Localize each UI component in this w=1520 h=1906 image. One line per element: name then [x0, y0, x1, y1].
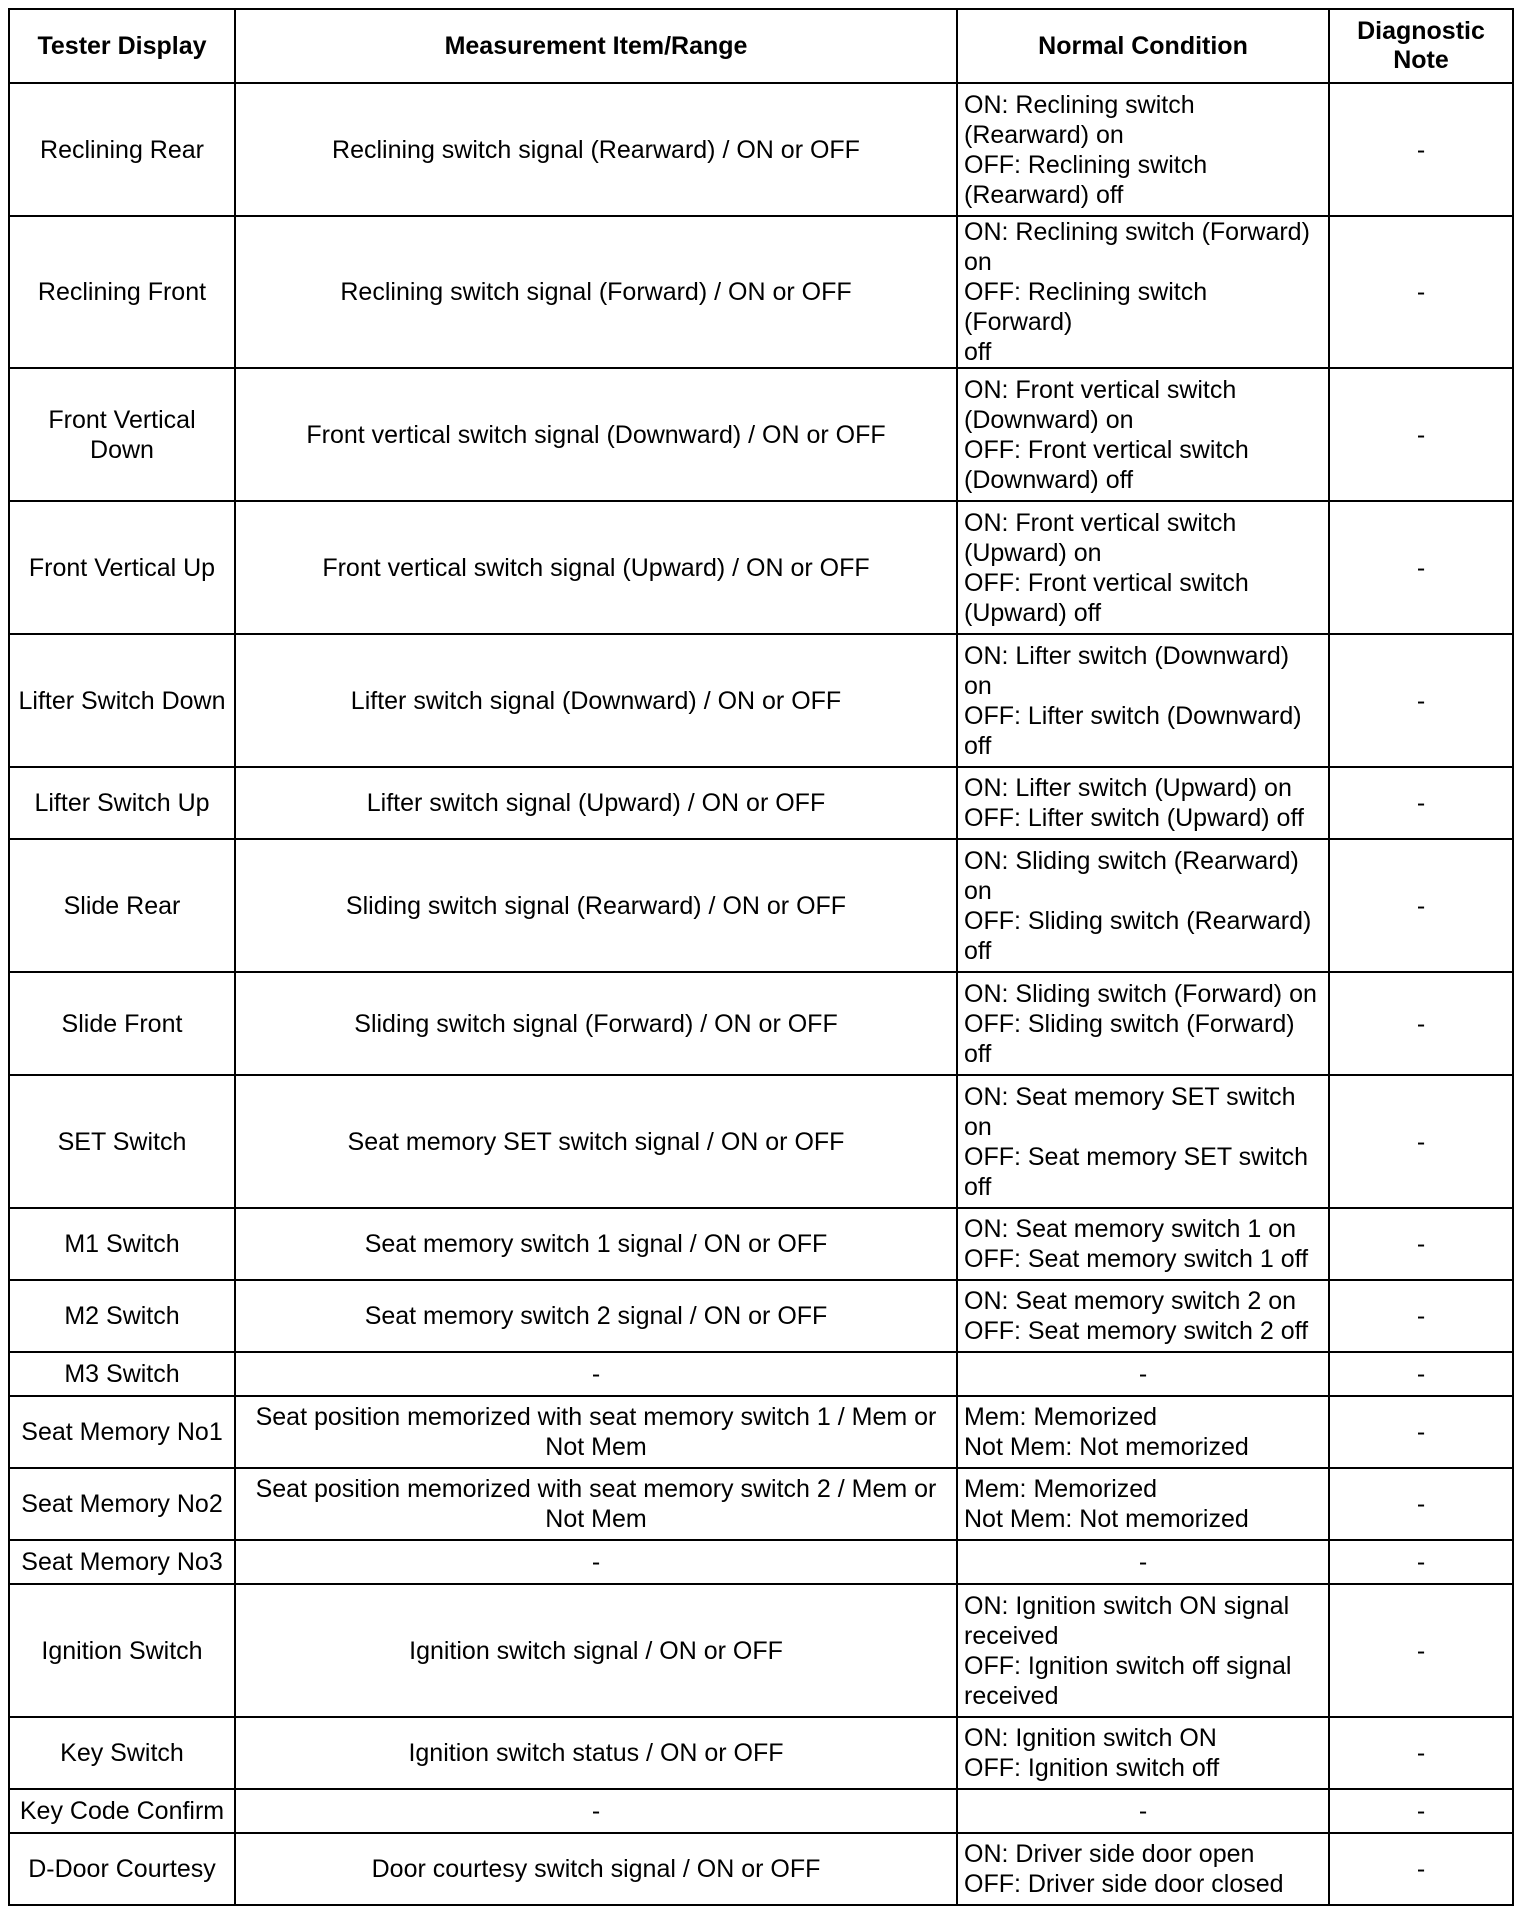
normal-condition-text: off	[964, 338, 992, 366]
measurement-text: Seat memory switch 2 signal / ON or OFF	[364, 1302, 828, 1330]
table-row	[9, 767, 1513, 839]
tester-display-text: M1 Switch	[64, 1230, 180, 1258]
cell-normal-condition	[957, 634, 1329, 767]
cell-diagnostic-note: -	[1329, 767, 1513, 839]
table-row	[9, 1075, 1513, 1208]
tester-display-text: Slide Rear	[63, 891, 181, 920]
cell-diagnostic-note: -	[1329, 368, 1513, 501]
normal-condition-text: ON: Front vertical switch	[964, 375, 1237, 404]
cell-measurement-item	[235, 1584, 957, 1717]
cell-diagnostic-note: -	[1329, 83, 1513, 216]
normal-condition-text: (Upward) on	[964, 538, 1102, 567]
normal-condition-text: OFF: Seat memory switch 1 off	[964, 1245, 1309, 1273]
normal-condition-text: ON: Reclining switch	[964, 90, 1195, 119]
table-row	[9, 1540, 1513, 1584]
measurement-text: Sliding switch signal (Rearward) / ON or OFF	[345, 891, 847, 920]
normal-condition-text: on	[964, 876, 992, 905]
header-measurement-item: Measurement Item/Range	[235, 9, 957, 83]
cell-normal-condition	[957, 972, 1329, 1075]
cell-normal-condition	[957, 839, 1329, 972]
normal-condition-text: off	[964, 936, 992, 965]
cell-diagnostic-note: -	[1329, 1280, 1513, 1352]
table-row	[9, 216, 1513, 368]
cell-diagnostic-note: -	[1329, 1075, 1513, 1208]
cell-measurement-item	[235, 1540, 957, 1584]
cell-diagnostic-note: -	[1329, 1396, 1513, 1468]
tester-display-text: Seat Memory No3	[21, 1548, 223, 1576]
table-row	[9, 972, 1513, 1075]
cell-normal-condition	[957, 83, 1329, 216]
header-diagnostic-note	[1329, 9, 1513, 83]
cell-tester-display	[9, 1280, 235, 1352]
cell-diagnostic-note: -	[1329, 634, 1513, 767]
tester-display-text: Lifter Switch Up	[34, 789, 210, 817]
cell-measurement-item	[235, 1075, 957, 1208]
measurement-text: -	[591, 1797, 601, 1825]
cell-normal-condition: -	[957, 1789, 1329, 1833]
cell-measurement-item	[235, 368, 957, 501]
table-body	[9, 83, 1513, 1905]
tester-display-text: Ignition Switch	[41, 1636, 203, 1665]
normal-condition-text: ON: Ignition switch ON	[964, 1724, 1217, 1752]
cell-normal-condition	[957, 1396, 1329, 1468]
cell-diagnostic-note: -	[1329, 1352, 1513, 1396]
measurement-text: Reclining switch signal (Rearward) / ON or OFF	[332, 135, 860, 164]
normal-condition-text: ON: Seat memory switch 2 on	[964, 1287, 1297, 1315]
cell-measurement-item	[235, 501, 957, 634]
cell-measurement-item	[235, 634, 957, 767]
measurement-text: Not Mem	[545, 1433, 647, 1461]
cell-tester-display	[9, 1789, 235, 1833]
cell-normal-condition	[957, 1208, 1329, 1280]
table-row	[9, 1833, 1513, 1905]
measurement-text: Lifter switch signal (Upward) / ON or OFF	[366, 789, 826, 817]
normal-condition-text: ON: Lifter switch (Downward)	[964, 641, 1290, 670]
cell-tester-display	[9, 1396, 235, 1468]
cell-tester-display	[9, 1833, 235, 1905]
tester-display-text: Key Switch	[60, 1739, 184, 1767]
measurement-text: Ignition switch status / ON or OFF	[408, 1739, 784, 1767]
cell-tester-display	[9, 1468, 235, 1540]
cell-tester-display	[9, 1540, 235, 1584]
measurement-text: Front vertical switch signal (Upward) / ON or OFF	[322, 553, 870, 582]
table-row	[9, 83, 1513, 216]
tester-display-text: Seat Memory No1	[21, 1418, 223, 1446]
table-row	[9, 1280, 1513, 1352]
normal-condition-text: (Downward) on	[964, 405, 1134, 434]
measurement-text: Seat position memorized with seat memory switch 1 / Mem or	[255, 1403, 937, 1431]
tester-display-text: Down	[90, 435, 154, 464]
normal-condition-text: ON: Seat memory SET switch	[964, 1082, 1296, 1111]
cell-measurement-item	[235, 1280, 957, 1352]
cell-diagnostic-note: -	[1329, 1833, 1513, 1905]
normal-condition-text: off	[964, 731, 992, 760]
normal-condition-text: (Rearward) off	[964, 180, 1124, 209]
normal-condition-text: received	[964, 1681, 1059, 1710]
cell-tester-display	[9, 1208, 235, 1280]
cell-measurement-item	[235, 767, 957, 839]
cell-normal-condition	[957, 1717, 1329, 1789]
header-diagnostic-note-line: Diagnostic	[1357, 17, 1485, 45]
cell-measurement-item	[235, 1789, 957, 1833]
measurement-text: Seat memory switch 1 signal / ON or OFF	[364, 1230, 828, 1258]
cell-normal-condition	[957, 767, 1329, 839]
header-diagnostic-note-line: Note	[1393, 46, 1449, 74]
cell-normal-condition: -	[957, 1352, 1329, 1396]
tester-display-text: Reclining Rear	[40, 135, 204, 164]
cell-tester-display	[9, 1352, 235, 1396]
header-normal-condition: Normal Condition	[957, 9, 1329, 83]
cell-normal-condition	[957, 368, 1329, 501]
table-row	[9, 1208, 1513, 1280]
cell-tester-display	[9, 1584, 235, 1717]
normal-condition-text: ON: Front vertical switch	[964, 508, 1237, 537]
cell-measurement-item	[235, 1468, 957, 1540]
normal-condition-text: ON: Sliding switch (Rearward)	[964, 846, 1299, 875]
cell-tester-display	[9, 839, 235, 972]
normal-condition-text: (Downward) off	[964, 465, 1134, 494]
measurement-text: -	[591, 1548, 601, 1576]
normal-condition-text: OFF: Seat memory SET switch	[964, 1142, 1309, 1171]
normal-condition-text: OFF: Seat memory switch 2 off	[964, 1317, 1309, 1345]
tester-display-text: Front Vertical	[48, 405, 196, 434]
table-row	[9, 1468, 1513, 1540]
cell-diagnostic-note: -	[1329, 839, 1513, 972]
cell-measurement-item	[235, 216, 957, 368]
data-list-table	[8, 8, 1514, 1906]
normal-condition-text: OFF: Driver side door closed	[964, 1870, 1284, 1898]
cell-diagnostic-note: -	[1329, 1468, 1513, 1540]
normal-condition-text: OFF: Sliding switch (Forward)	[964, 1009, 1295, 1038]
table-row	[9, 501, 1513, 634]
cell-tester-display	[9, 1717, 235, 1789]
normal-condition-text: received	[964, 1621, 1059, 1650]
cell-tester-display	[9, 1075, 235, 1208]
cell-diagnostic-note: -	[1329, 501, 1513, 634]
cell-normal-condition	[957, 1584, 1329, 1717]
cell-tester-display	[9, 501, 235, 634]
cell-diagnostic-note: -	[1329, 1208, 1513, 1280]
measurement-text: -	[591, 1360, 601, 1388]
cell-measurement-item	[235, 1396, 957, 1468]
normal-condition-text: on	[964, 671, 992, 700]
measurement-text: Seat position memorized with seat memory switch 2 / Mem or	[255, 1475, 937, 1503]
cell-tester-display	[9, 368, 235, 501]
table-row	[9, 368, 1513, 501]
cell-normal-condition	[957, 1833, 1329, 1905]
normal-condition-text: OFF: Reclining switch	[964, 150, 1208, 179]
cell-tester-display	[9, 83, 235, 216]
normal-condition-text: OFF: Lifter switch (Downward)	[964, 701, 1302, 730]
measurement-text: Sliding switch signal (Forward) / ON or OFF	[354, 1009, 838, 1038]
cell-diagnostic-note: -	[1329, 1540, 1513, 1584]
cell-measurement-item	[235, 83, 957, 216]
cell-measurement-item	[235, 1352, 957, 1396]
cell-diagnostic-note: -	[1329, 972, 1513, 1075]
tester-display-text: Lifter Switch Down	[18, 686, 226, 715]
normal-condition-text: ON: Driver side door open	[964, 1840, 1255, 1868]
normal-condition-text: ON: Reclining switch (Forward)	[964, 218, 1310, 246]
tester-display-text: SET Switch	[57, 1127, 187, 1156]
cell-normal-condition	[957, 501, 1329, 634]
normal-condition-text: ON: Sliding switch (Forward) on	[964, 979, 1317, 1008]
normal-condition-text: (Rearward) on	[964, 120, 1124, 149]
cell-measurement-item	[235, 1833, 957, 1905]
tester-display-text: Reclining Front	[37, 278, 207, 306]
normal-condition-text: OFF: Front vertical switch	[964, 568, 1249, 597]
measurement-text: Door courtesy switch signal / ON or OFF	[371, 1855, 821, 1883]
cell-measurement-item	[235, 839, 957, 972]
table-row	[9, 634, 1513, 767]
normal-condition-text: ON: Lifter switch (Upward) on	[964, 774, 1292, 802]
table-row	[9, 1584, 1513, 1717]
normal-condition-text: Not Mem: Not memorized	[964, 1433, 1249, 1461]
cell-normal-condition: -	[957, 1540, 1329, 1584]
header-tester-display: Tester Display	[9, 9, 235, 83]
normal-condition-text: OFF: Front vertical switch	[964, 435, 1249, 464]
measurement-text: Ignition switch signal / ON or OFF	[409, 1636, 783, 1665]
cell-measurement-item	[235, 1208, 957, 1280]
normal-condition-text: OFF: Lifter switch (Upward) off	[964, 804, 1304, 832]
measurement-text: Lifter switch signal (Downward) / ON or OFF	[350, 686, 842, 715]
cell-normal-condition	[957, 1468, 1329, 1540]
cell-diagnostic-note: -	[1329, 216, 1513, 368]
cell-normal-condition	[957, 216, 1329, 368]
cell-normal-condition	[957, 1280, 1329, 1352]
normal-condition-text: Mem: Memorized	[964, 1475, 1158, 1503]
cell-diagnostic-note: -	[1329, 1717, 1513, 1789]
normal-condition-text: (Upward) off	[964, 598, 1102, 627]
table-row	[9, 839, 1513, 972]
table-row	[9, 1352, 1513, 1396]
normal-condition-text: on	[964, 248, 992, 276]
normal-condition-text: Mem: Memorized	[964, 1403, 1158, 1431]
measurement-text: Seat memory SET switch signal / ON or OFF	[347, 1127, 845, 1156]
measurement-text: Front vertical switch signal (Downward) / ON or OFF	[306, 420, 886, 449]
normal-condition-text: OFF: Sliding switch (Rearward)	[964, 906, 1312, 935]
tester-display-text: Key Code Confirm	[19, 1797, 225, 1825]
cell-normal-condition	[957, 1075, 1329, 1208]
normal-condition-text: OFF: Ignition switch off signal	[964, 1651, 1292, 1680]
normal-condition-text: Not Mem: Not memorized	[964, 1505, 1249, 1533]
cell-diagnostic-note: -	[1329, 1789, 1513, 1833]
tester-display-text: D-Door Courtesy	[28, 1855, 216, 1883]
normal-condition-text: ON: Ignition switch ON signal	[964, 1591, 1290, 1620]
normal-condition-text: ON: Seat memory switch 1 on	[964, 1215, 1297, 1243]
tester-display-text: Seat Memory No2	[21, 1490, 223, 1518]
cell-tester-display	[9, 972, 235, 1075]
cell-tester-display	[9, 216, 235, 368]
cell-measurement-item	[235, 1717, 957, 1789]
normal-condition-text: OFF: Reclining switch (Forward)	[964, 278, 1208, 336]
tester-display-text: Slide Front	[61, 1009, 183, 1038]
tester-display-text: M2 Switch	[64, 1302, 180, 1330]
header-row	[9, 9, 1513, 83]
cell-measurement-item	[235, 972, 957, 1075]
cell-tester-display	[9, 767, 235, 839]
normal-condition-text: OFF: Ignition switch off	[964, 1754, 1220, 1782]
tester-display-text: Front Vertical Up	[28, 553, 216, 582]
page	[8, 8, 1514, 1906]
measurement-text: Not Mem	[545, 1505, 647, 1533]
cell-diagnostic-note: -	[1329, 1584, 1513, 1717]
normal-condition-text: on	[964, 1112, 992, 1141]
tester-display-text: M3 Switch	[64, 1360, 180, 1388]
table-row	[9, 1396, 1513, 1468]
cell-tester-display	[9, 634, 235, 767]
table-row	[9, 1789, 1513, 1833]
normal-condition-text: off	[964, 1172, 992, 1201]
measurement-text: Reclining switch signal (Forward) / ON or OFF	[340, 278, 852, 306]
table-row	[9, 1717, 1513, 1789]
normal-condition-text: off	[964, 1039, 992, 1068]
